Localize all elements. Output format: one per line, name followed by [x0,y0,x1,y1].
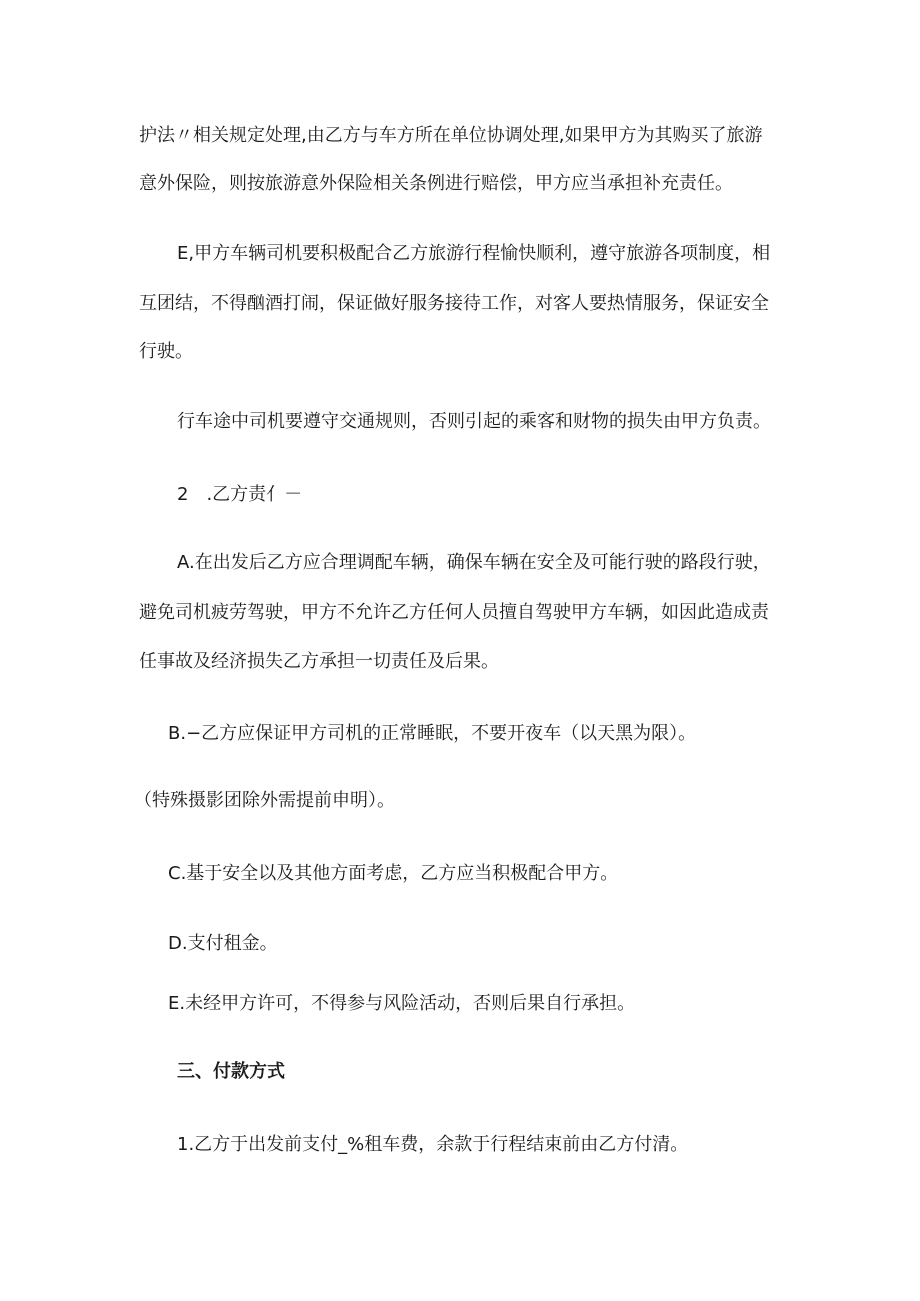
section-heading: 三、付款方式 [177,1061,285,1082]
paragraph-line: 互团结，不得酗酒打闹，保证做好服务接待工作，对客人要热情服务，保证安全 [139,293,769,314]
paragraph-line: 行驶。 [139,341,193,362]
paragraph-line: A.在出发后乙方应合理调配车辆，确保车辆在安全及可能行驶的路段行驶， [177,552,771,573]
section-heading: 2 .乙方责亻－ [177,484,303,505]
paragraph-line: B.−乙方应保证甲方司机的正常睡眠，不要开夜车（以天黑为限）。 [168,723,697,744]
paragraph-line: 行车途中司机要遵守交通规则，否则引起的乘客和财物的损失由甲方负责。 [177,411,771,432]
paragraph-line: E,甲方车辆司机要积极配合乙方旅游行程愉快顺利，遵守旅游各项制度，相 [177,243,771,264]
paragraph-line: （特殊摄影团除外需提前申明）。 [134,790,395,811]
paragraph-line: 意外保险，则按旅游意外保险相关条例进行赔偿，甲方应当承担补充责任。 [139,173,733,194]
paragraph-line: E.未经甲方许可，不得参与风险活动，否则后果自行承担。 [168,993,636,1014]
paragraph-line: 任事故及经济损失乙方承担一切责任及后果。 [139,651,499,672]
paragraph-line: 1.乙方于出发前支付_%租车费，余款于行程结束前由乙方付清。 [177,1134,689,1155]
paragraph-line: 护法〃相关规定处理,由乙方与车方所在单位协调处理,如果甲方为其购买了旅游 [139,125,763,146]
paragraph-line: D.支付租金。 [168,933,278,954]
paragraph-line: 避免司机疲劳驾驶，甲方不允许乙方任何人员擅自驾驶甲方车辆，如因此造成责 [139,602,769,623]
paragraph-line: C.基于安全以及其他方面考虑，乙方应当积极配合甲方。 [168,863,619,884]
